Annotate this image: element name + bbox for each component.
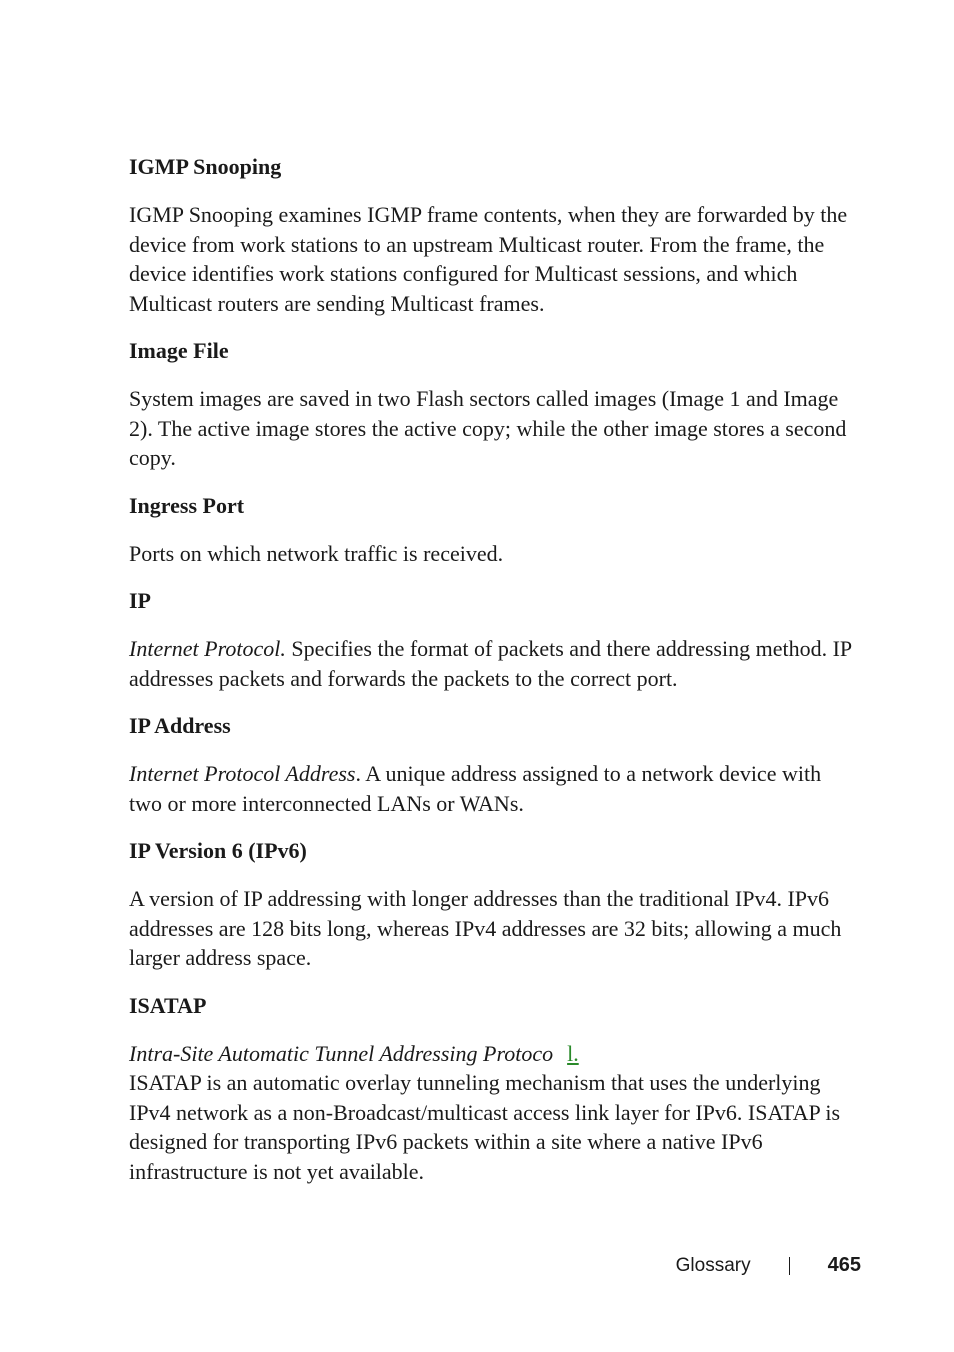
definition-image-file: System images are saved in two Flash sectors called images (Image 1 and Image 2). The active image stores the active copy; while the other image stores a second copy. — [129, 386, 847, 470]
term-image-file: Image File — [129, 338, 229, 363]
definition-isatap-expansion-line — [129, 1039, 859, 1069]
term-ip-address: IP Address — [129, 713, 231, 738]
definition-ingress-port: Ports on which network traffic is received. — [129, 540, 504, 566]
term-ip: IP — [129, 588, 151, 613]
definition-ip-address — [129, 759, 859, 818]
term-ipv6: IP Version 6 (IPv6) — [129, 838, 307, 863]
definition-isatap-text: ISATAP is an automatic overlay tunneling mechanism that uses the underlying IPv4 network as a non-Broadcast/multicast access link layer for IPv6. ISATAP is designed for transporting IPv6 packets within a site where a native IPv6 infrastructure is not yet available. — [129, 1070, 841, 1184]
definition-ip-text: Specifies the format of packets and there addressing method. IP addresses packets and forwards the packets to the correct port. — [129, 636, 852, 691]
footer-divider — [789, 1257, 790, 1275]
definition-ip — [129, 634, 859, 693]
term-isatap: ISATAP — [129, 992, 207, 1018]
term-ingress-port: Ingress Port — [129, 492, 245, 518]
page-number: 465 — [827, 1254, 861, 1276]
definition-ip-address-text: . A unique address assigned to a network device with two or more interconnected LANs or WANs. — [129, 761, 822, 816]
definition-ipv6: A version of IP addressing with longer addresses than the traditional IPv4. IPv6 addresses are 128 bits long, whereas IPv4 addresses are 32 bits; allowing a much larger address space. — [129, 886, 842, 970]
term-igmp-snooping: IGMP Snooping — [129, 154, 282, 179]
definition-isatap-expansion: Intra-Site Automatic Tunnel Addressing Protoco — [129, 1040, 554, 1066]
footer-section-label: Glossary — [675, 1254, 751, 1276]
glossary-page — [129, 152, 859, 1204]
definition-ip-expansion: Internet Protocol. — [129, 636, 286, 661]
isatap-link[interactable]: l. — [567, 1040, 579, 1066]
definition-igmp-snooping: IGMP Snooping examines IGMP frame contents, when they are forwarded by the device from work stations to an upstream Multicast router. From the frame, the device identifies work stations configured for Multicast sessions, and which Multicast routers are sending Multicast frames. — [129, 202, 848, 316]
definition-ip-address-expansion: Internet Protocol Address — [129, 761, 356, 786]
page-footer — [676, 1254, 861, 1277]
definition-isatap — [129, 1039, 859, 1187]
